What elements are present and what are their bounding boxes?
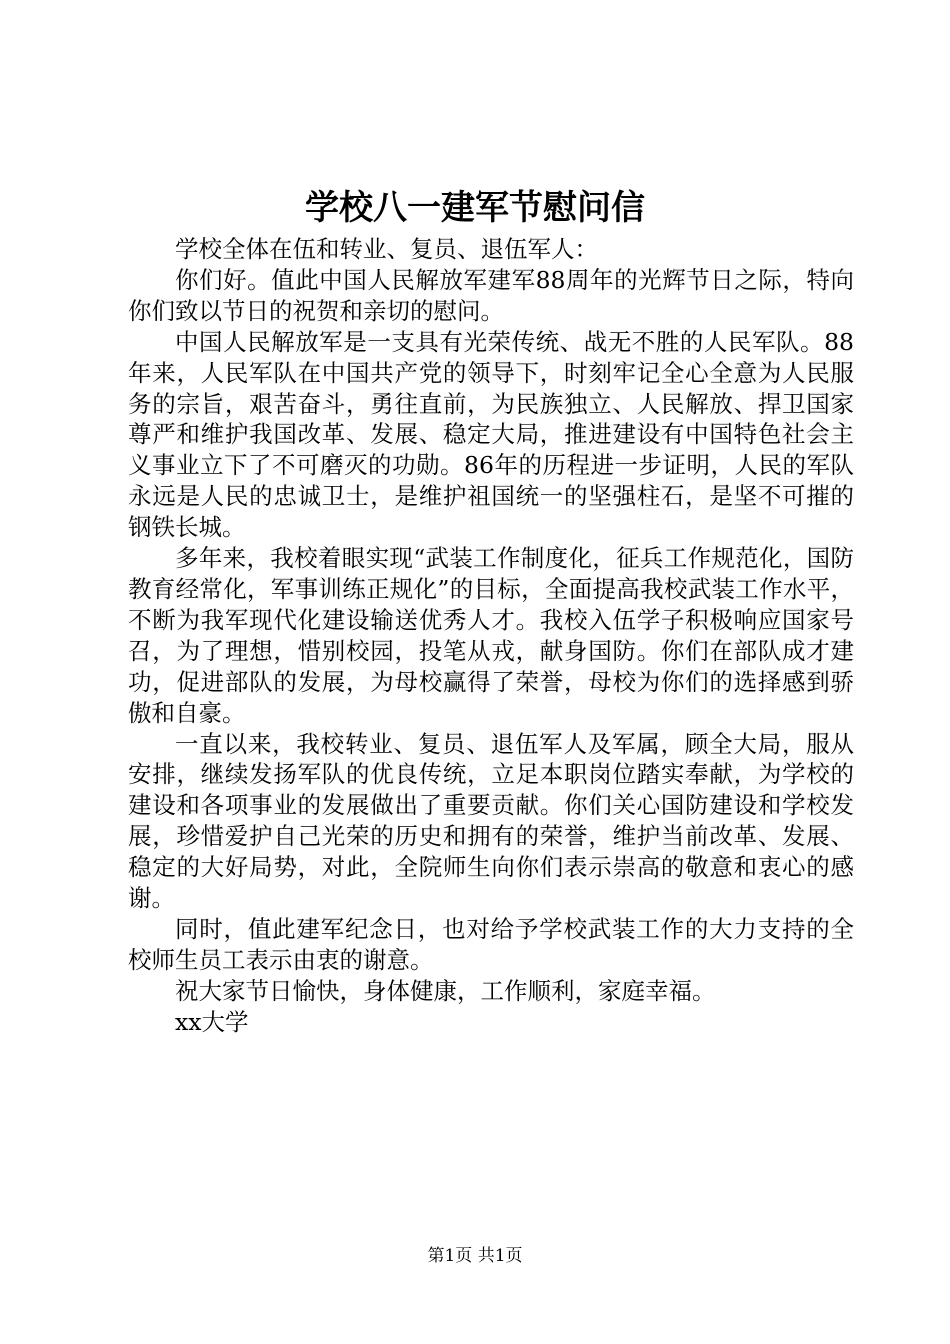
page-footer: 第1页 共1页 (427, 1246, 523, 1266)
paragraph-thanks: 同时，值此建军纪念日，也对给予学校武装工作的大力支持的全校师生员工表示由衷的谢意。 (128, 914, 854, 974)
document-title: 学校八一建军节慰问信 (305, 188, 645, 228)
letter-body (128, 234, 854, 1038)
signature: xx大学 (175, 1007, 249, 1036)
salutation: 学校全体在伍和转业、复员、退伍军人： (175, 235, 598, 263)
paragraph-pla-history: 中国人民解放军是一支具有光荣传统、战无不胜的人民军队。88年来，人民军队在中国共产党的领导下，时刻牢记全心全意为人民服务的宗旨，艰苦奋斗，勇往直前，为民族独立、人民解放、捍卫国家尊严和维护我国改革、发展、稳定大局，推进建设有中国特色社会主义事业立下了不可磨灭的功勋。86年的历程进一步证明，人民的军队永远是人民的忠诚卫士，是维护祖国统一的坚强柱石，是坚不可摧的钢铁长城。 (128, 327, 854, 542)
paragraph-greeting: 你们好。值此中国人民解放军建军88周年的光辉节日之际，特向你们致以节日的祝贺和亲切的慰问。 (128, 265, 854, 325)
paragraph-veterans-contribution: 一直以来，我校转业、复员、退伍军人及军属，顾全大局，服从安排，继续发扬军队的优良传统，立足本职岗位踏实奉献，为学校的建设和各项事业的发展做出了重要贡献。你们关心国防建设和学校发展，珍惜爱护自己光荣的历史和拥有的荣誉，维护当前改革、发展、稳定的大好局势，对此，全院师生向你们表示崇高的敬意和衷心的感谢。 (128, 729, 854, 913)
paragraph-school-armed-work: 多年来，我校着眼实现“武装工作制度化，征兵工作规范化，国防教育经常化，军事训练正规化”的目标，全面提高我校武装工作水平，不断为我军现代化建设输送优秀人才。我校入伍学子积极响应国家号召，为了理想，惜别校园，投笔从戎，献身国防。你们在部队成才建功，促进部队的发展，为母校赢得了荣誉，母校为你们的选择感到骄傲和自豪。 (128, 544, 854, 727)
closing-wishes: 祝大家节日愉快，身体健康，工作顺利，家庭幸福。 (175, 976, 716, 1005)
